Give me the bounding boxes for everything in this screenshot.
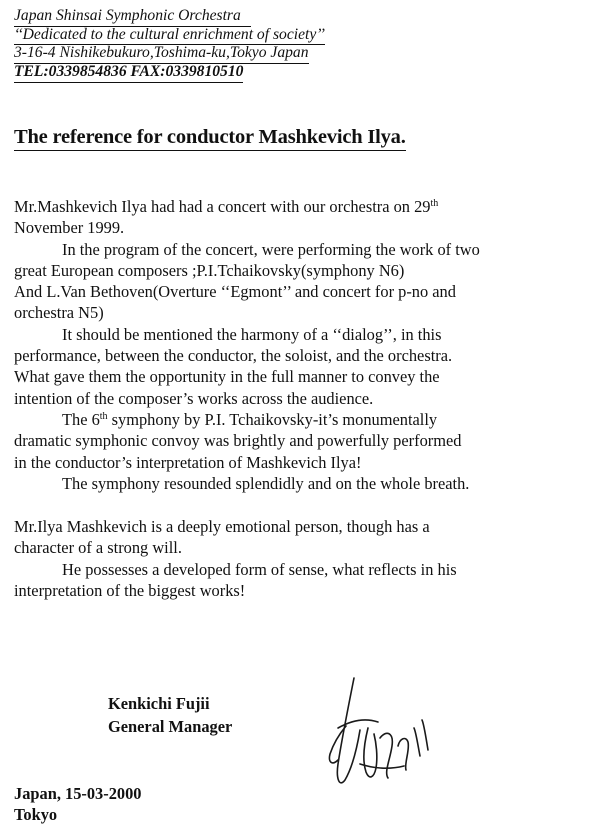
org-address: 3-16-4 Nishikebukuro,Toshima-ku,Tokyo Japan (14, 44, 309, 64)
signer-block (108, 692, 232, 738)
body-line: character of a strong will. (14, 538, 182, 558)
body-text: symphony by P.I. Tchaikovsky-it’s monumentally (107, 409, 438, 429)
body-line: great European composers ;P.I.Tchaikovsky(symphony N6) (14, 260, 405, 280)
document-title: The reference for conductor Mashkevich Ilya. (14, 126, 406, 151)
body-line: It should be mentioned the harmony of a ‘‘dialog’’, in this (62, 324, 442, 344)
body-line: In the program of the concert, were performing the work of two (62, 239, 480, 259)
org-contact: TEL:0339854836 FAX:0339810510 (14, 63, 243, 83)
body-line: interpretation of the biggest works! (14, 581, 246, 601)
body-line: Mr.Ilya Mashkevich is a deeply emotional person, though has a (14, 517, 430, 537)
handwritten-signature (308, 668, 448, 798)
body-line: November 1999. (14, 218, 125, 238)
body-text: Mr.Mashkevich Ilya had had a concert with our orchestra on 29 (14, 197, 431, 216)
place-date-block (14, 784, 142, 825)
body-line: He possesses a developed form of sense, what reflects in his (62, 559, 457, 579)
body-line: The symphony resounded splendidly and on the whole breath. (62, 473, 470, 493)
body-line: in the conductor’s interpretation of Mashkevich Ilya! (14, 452, 362, 472)
body-line: And L.Van Bethoven(Overture ‘‘Egmont’’ and concert for p-no and (14, 282, 456, 302)
signer-role: General Manager (108, 717, 233, 736)
city: Tokyo (14, 804, 58, 824)
superscript: th (430, 198, 439, 209)
letter-body (14, 196, 592, 601)
body-line (14, 409, 592, 430)
signer-name: Kenkichi Fujii (108, 694, 210, 713)
body-line: dramatic symphonic convoy was brightly and powerfully performed (14, 431, 462, 451)
body-line: orchestra N5) (14, 303, 104, 323)
body-line: What gave them the opportunity in the full manner to convey the (14, 367, 440, 387)
body-line: intention of the composer’s works across the audience. (14, 388, 374, 408)
org-name: Japan Shinsai Symphonic Orchestra (14, 7, 251, 27)
org-motto: ‘‘Dedicated to the cultural enrichment of society’’ (14, 26, 325, 46)
superscript: th (99, 410, 108, 422)
place-date: Japan, 15-03-2000 (14, 784, 142, 803)
letterhead (14, 7, 454, 82)
body-line (14, 196, 592, 217)
body-line: performance, between the conductor, the soloist, and the orchestra. (14, 346, 453, 366)
body-text: The 6 (62, 409, 100, 429)
